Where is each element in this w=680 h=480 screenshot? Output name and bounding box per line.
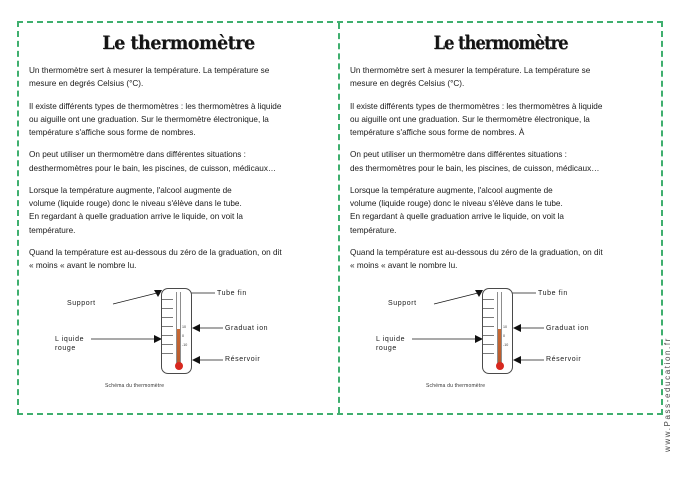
graduation-tick (162, 353, 173, 354)
text-line: En regardant à quelle graduation arrive le liquide, on voit la (29, 212, 243, 222)
thermometer-figure (29, 282, 328, 400)
label-support: Support (388, 299, 417, 307)
paragraph-fonctionnement (350, 184, 651, 237)
label-tube-fin: Tube fin (217, 289, 247, 297)
worksheet-page (17, 21, 663, 415)
thermometer-reservoir (496, 362, 505, 371)
thermometer-support (482, 288, 513, 374)
text-line: desthermomètres pour le bain, les piscines, de cuisson, médicaux… (29, 163, 277, 173)
text-line: volume (liquide rouge) donc le niveau s'élève dans le tube. (29, 199, 242, 209)
text-line: Il existe différents types de thermomètres : les thermomètres à liquide (350, 101, 603, 111)
paragraph-definition (350, 64, 651, 91)
text-line: température. (350, 225, 397, 235)
text-line: Un thermomètre sert à mesurer la température. La température se (350, 65, 591, 75)
page-title: Le thermomètre (102, 32, 255, 54)
paragraph-negatif (29, 246, 328, 273)
paragraph-negatif (350, 246, 651, 273)
text-line: température. (29, 225, 76, 235)
graduation-tick (162, 344, 173, 345)
text-line: En regardant à quelle graduation arrive le liquide, on voit la (350, 212, 564, 222)
scale-number: 0 (182, 333, 184, 338)
scale-number: 10 (503, 324, 507, 329)
graduation-tick (483, 308, 494, 309)
text-line: On peut utiliser un thermomètre dans différentes situations : (350, 150, 567, 160)
label-reservoir: Réservoir (225, 355, 261, 363)
graduation-tick (483, 344, 494, 345)
label-liquide-rouge (55, 335, 84, 354)
paragraph-situations (29, 148, 328, 175)
paragraph-definition (29, 64, 328, 91)
text-line: Quand la température est au-dessous du zéro de la graduation, on dit (29, 248, 282, 258)
thermometer-liquid (498, 329, 501, 366)
text-line: Lorsque la température augmente, l'alcool augmente de (350, 185, 553, 195)
graduation-tick (483, 317, 494, 318)
worksheet-panel-left (19, 23, 340, 413)
label-tube-fin: Tube fin (538, 289, 568, 297)
graduation-tick (162, 335, 173, 336)
text-line: On peut utiliser un thermomètre dans différentes situations : (29, 150, 246, 160)
text-line: Il existe différents types de thermomètres : les thermomètres à liquide (29, 101, 282, 111)
text-line: des thermomètres pour le bain, les piscines, de cuisson, médicaux… (350, 163, 600, 173)
graduation-tick (483, 335, 494, 336)
paragraph-types (29, 100, 328, 140)
label-reservoir: Réservoir (546, 355, 582, 363)
graduation-tick (483, 299, 494, 300)
text-line: ou aiguille ont une graduation. Sur le thermomètre électronique, la (350, 114, 590, 124)
page-title: Le thermomètre (433, 32, 568, 54)
paragraph-situations (350, 148, 651, 175)
label-liquide-rouge (376, 335, 405, 354)
scale-number: -10 (182, 342, 188, 347)
text-line: Un thermomètre sert à mesurer la température. La température se (29, 65, 270, 75)
graduation-tick (162, 326, 173, 327)
thermometer-reservoir (175, 362, 184, 371)
label-graduation: Graduat ion (546, 324, 590, 332)
figure-caption: Schéma du thermomètre (105, 382, 165, 389)
text-line: Lorsque la température augmente, l'alcool augmente de (29, 185, 232, 195)
graduation-tick (162, 317, 173, 318)
label-liquide-line2: rouge (376, 345, 397, 353)
scale-number: 10 (182, 324, 186, 329)
label-liquide-line2: rouge (55, 345, 76, 353)
text-line: mesure en degrés Celsius (°C). (350, 79, 465, 89)
label-liquide-line1: L iquide (376, 335, 406, 343)
text-line: ou aiguille ont une graduation. Sur le thermomètre électronique, la (29, 114, 269, 124)
text-line: « moins « avant le nombre lu. (350, 261, 458, 271)
graduation-tick (162, 299, 173, 300)
text-line: volume (liquide rouge) donc le niveau s'élève dans le tube. (350, 199, 563, 209)
graduation-tick (483, 326, 494, 327)
thermometer-figure (350, 282, 651, 400)
site-watermark: www.Pass-education.fr (663, 337, 672, 452)
text-line: Quand la température est au-dessous du zéro de la graduation, on dit (350, 248, 603, 258)
paragraph-fonctionnement (29, 184, 328, 237)
label-graduation: Graduat ion (225, 324, 269, 332)
scale-number: -10 (503, 342, 509, 347)
figure-caption: Schéma du thermomètre (426, 382, 486, 389)
label-support: Support (67, 299, 96, 307)
graduation-tick (162, 308, 173, 309)
label-liquide-line1: L iquide (55, 335, 85, 343)
text-line: température s'affiche sous forme de nombres. (29, 128, 196, 138)
thermometer-support (161, 288, 192, 374)
scale-number: 0 (503, 333, 505, 338)
paragraph-types (350, 100, 651, 140)
thermometer-liquid (177, 329, 180, 366)
text-line: température s'affiche sous forme de nombres. À (350, 128, 525, 138)
graduation-tick (483, 353, 494, 354)
text-line: « moins « avant le nombre lu. (29, 261, 137, 271)
worksheet-panel-right (340, 23, 661, 413)
text-line: mesure en degrés Celsius (°C). (29, 79, 144, 89)
